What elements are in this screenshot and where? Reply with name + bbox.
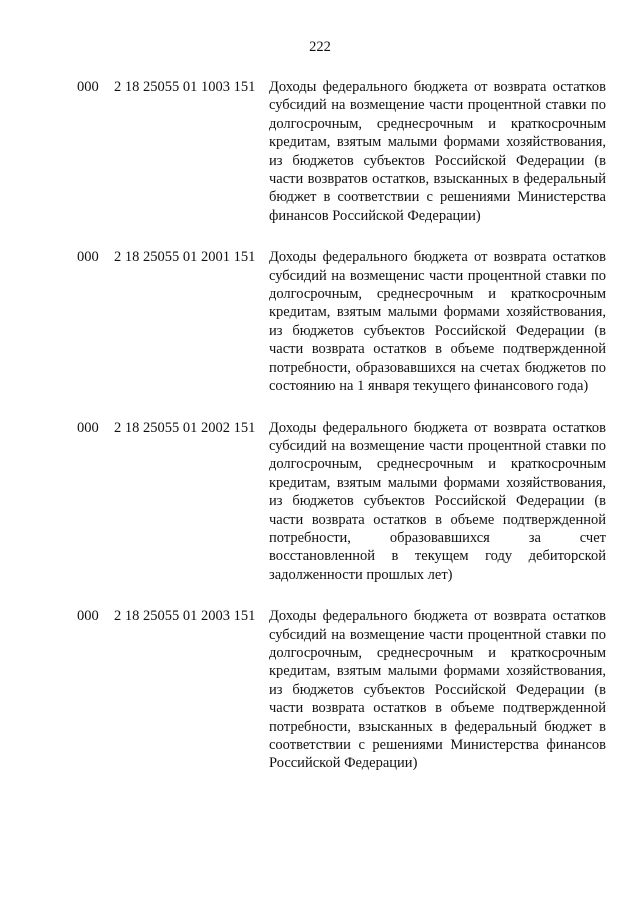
table-row <box>77 248 610 395</box>
table-row <box>77 607 610 773</box>
administrator-code: 000 <box>77 79 99 95</box>
budget-classification-code: 2 18 25055 01 1003 151 <box>114 79 256 95</box>
revenue-description: Доходы федерального бюджета от возврата остатков субсидий на возмещение части процентной ставки по долгосрочным, среднесрочным и краткосрочным кредитам, взятым малыми формами хозяйствования, из бюджетов субъектов Российской Федерации (в части возврата остатков в объеме подтвержденной потребности, взысканных в федеральный бюджет в соответствии с решениями Министерства финансов Российской Федерации) <box>269 608 606 772</box>
administrator-code: 000 <box>77 419 99 436</box>
revenue-description: Доходы федерального бюджета от возврата остатков субсидий на возмещение части процентной ставки по долгосрочным, среднесрочным и краткосрочным кредитам, взятым малыми формами хозяйствования, из бюджетов субъектов Российской Федерации (в части возвратов остатков, взысканных в федеральный бюджет в соответствии с решениями Министерства финансов Российской Федерации) <box>269 79 606 224</box>
table-row <box>77 78 610 225</box>
budget-classification-code: 2 18 25055 01 2003 151 <box>114 608 256 625</box>
administrator-code: 000 <box>77 249 99 266</box>
table-row <box>77 419 610 585</box>
revenue-description: Доходы федерального бюджета от возврата остатков субсидий на возмещение части процентной ставки по долгосрочным, среднесрочным и краткосрочным кредитам, взятым малыми формами хозяйствования, из бюджетов субъектов Российской Федерации (в части возврата остатков в объеме подтвержденной потребности, образовавшихся за счет восстановленной в текущем году дебиторской задолженности прошлых лет) <box>269 419 606 583</box>
page-number: 222 <box>309 39 331 55</box>
budget-classification-code: 2 18 25055 01 2001 151 <box>114 249 256 266</box>
revenue-description: Доходы федерального бюджета от возврата остатков субсидий на возмещенис части процентной ставки по долгосрочным, среднесрочным и краткосрочным кредитам, взятым малыми формами хозяйствования, из бюджетов субъектов Российской Федерации (в части возврата остатков в объеме подтвержденной потребности, образовавшихся на счетах бюджетов по состоянию на 1 января текущего финансового года) <box>269 249 606 395</box>
revenue-code-table <box>77 78 610 796</box>
budget-classification-code: 2 18 25055 01 2002 151 <box>114 419 256 436</box>
administrator-code: 000 <box>77 608 99 625</box>
